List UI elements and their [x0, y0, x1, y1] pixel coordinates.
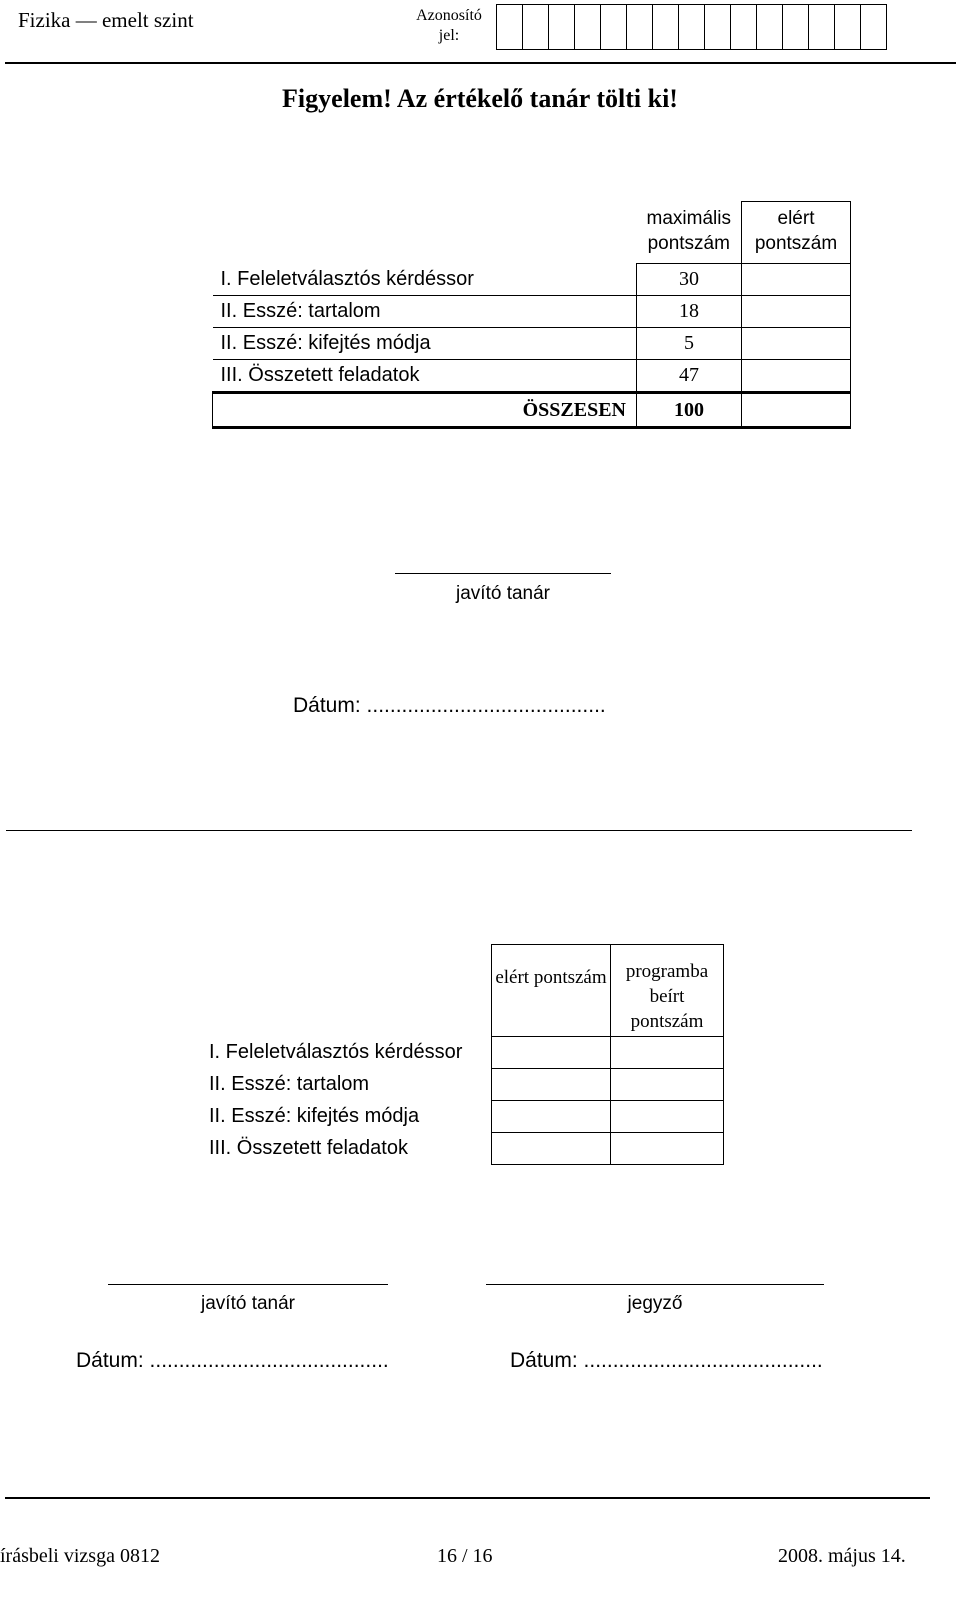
col-entered-score: programba beírt pontszám [611, 945, 724, 1037]
header-subject: Fizika — emelt szint [18, 8, 194, 32]
row-max: 47 [637, 360, 742, 393]
section-divider [6, 830, 912, 831]
total-row [213, 393, 851, 428]
id-digit-box[interactable] [678, 4, 705, 50]
table-row [213, 296, 851, 328]
row-label: II. Esszé: tartalom [209, 1073, 370, 1095]
id-digit-box[interactable] [704, 4, 731, 50]
id-digit-box[interactable] [860, 4, 887, 50]
row-achieved-input[interactable] [492, 1069, 611, 1101]
table-row [205, 1101, 724, 1133]
signature-line [395, 573, 611, 574]
id-digit-box[interactable] [730, 4, 757, 50]
id-digit-box[interactable] [522, 4, 549, 50]
row-max: 30 [637, 264, 742, 296]
id-digit-box[interactable] [574, 4, 601, 50]
row-achieved-input[interactable] [742, 328, 851, 360]
row-achieved-input[interactable] [492, 1101, 611, 1133]
signature-label: javító tanár [456, 583, 550, 604]
id-digit-box[interactable] [626, 4, 653, 50]
footer-date: 2008. május 14. [778, 1545, 906, 1567]
id-digit-box[interactable] [600, 4, 627, 50]
id-digit-box[interactable] [496, 4, 523, 50]
id-digit-box[interactable] [652, 4, 679, 50]
signature-label-teacher: javító tanár [201, 1293, 295, 1314]
id-digit-box[interactable] [782, 4, 809, 50]
id-label: Azonosító jel: [416, 7, 482, 44]
date-field-teacher: Dátum: ......................................... [76, 1349, 389, 1372]
col-achieved-score: elért pontszám [492, 945, 611, 1037]
score-table-max [212, 201, 851, 429]
row-label: III. Összetett feladatok [209, 1137, 408, 1159]
row-achieved-input[interactable] [742, 264, 851, 296]
signature-label-notary: jegyző [627, 1293, 683, 1314]
header-blank [213, 202, 637, 264]
signature-line-teacher [108, 1284, 388, 1285]
date-field-notary: Dátum: ......................................... [510, 1349, 823, 1372]
id-digit-box[interactable] [756, 4, 783, 50]
score-table-entry [205, 944, 724, 1165]
row-entered-input[interactable] [611, 1133, 724, 1165]
total-max: 100 [637, 393, 742, 428]
table-row [205, 1133, 724, 1165]
header-blank [205, 945, 492, 1037]
footer-page-number: 16 / 16 [437, 1545, 493, 1567]
id-digit-box[interactable] [548, 4, 575, 50]
table-row [205, 1037, 724, 1069]
header-rule [5, 62, 956, 64]
row-max: 5 [637, 328, 742, 360]
row-achieved-input[interactable] [492, 1037, 611, 1069]
row-label: III. Összetett feladatok [213, 360, 637, 393]
row-max: 18 [637, 296, 742, 328]
footer-exam-code: írásbeli vizsga 0812 [0, 1545, 160, 1567]
row-label: I. Feleletválasztós kérdéssor [220, 267, 474, 290]
signature-line-notary [486, 1284, 824, 1285]
total-label: ÖSSZESEN [213, 393, 637, 428]
table-row [213, 264, 851, 296]
total-achieved-input[interactable] [742, 393, 851, 428]
table-row [213, 328, 851, 360]
row-achieved-input[interactable] [492, 1133, 611, 1165]
row-label: II. Esszé: tartalom [213, 296, 637, 328]
row-achieved-input[interactable] [742, 296, 851, 328]
row-label: I. Feleletválasztós kérdéssor [209, 1041, 463, 1063]
id-boxes [497, 4, 887, 50]
id-digit-box[interactable] [808, 4, 835, 50]
row-entered-input[interactable] [611, 1069, 724, 1101]
id-digit-box[interactable] [834, 4, 861, 50]
col-achieved-score: elért pontszám [742, 202, 851, 264]
row-label: II. Esszé: kifejtés módja [213, 328, 637, 360]
table-row [213, 360, 851, 393]
row-label: II. Esszé: kifejtés módja [209, 1105, 420, 1127]
date-field: Dátum: ......................................... [293, 694, 606, 717]
table-row [205, 1069, 724, 1101]
row-entered-input[interactable] [611, 1037, 724, 1069]
col-max-score: maximális pontszám [646, 207, 731, 254]
row-entered-input[interactable] [611, 1101, 724, 1133]
footer-rule [5, 1497, 930, 1499]
attention-heading: Figyelem! Az értékelő tanár tölti ki! [282, 84, 678, 113]
row-achieved-input[interactable] [742, 360, 851, 393]
